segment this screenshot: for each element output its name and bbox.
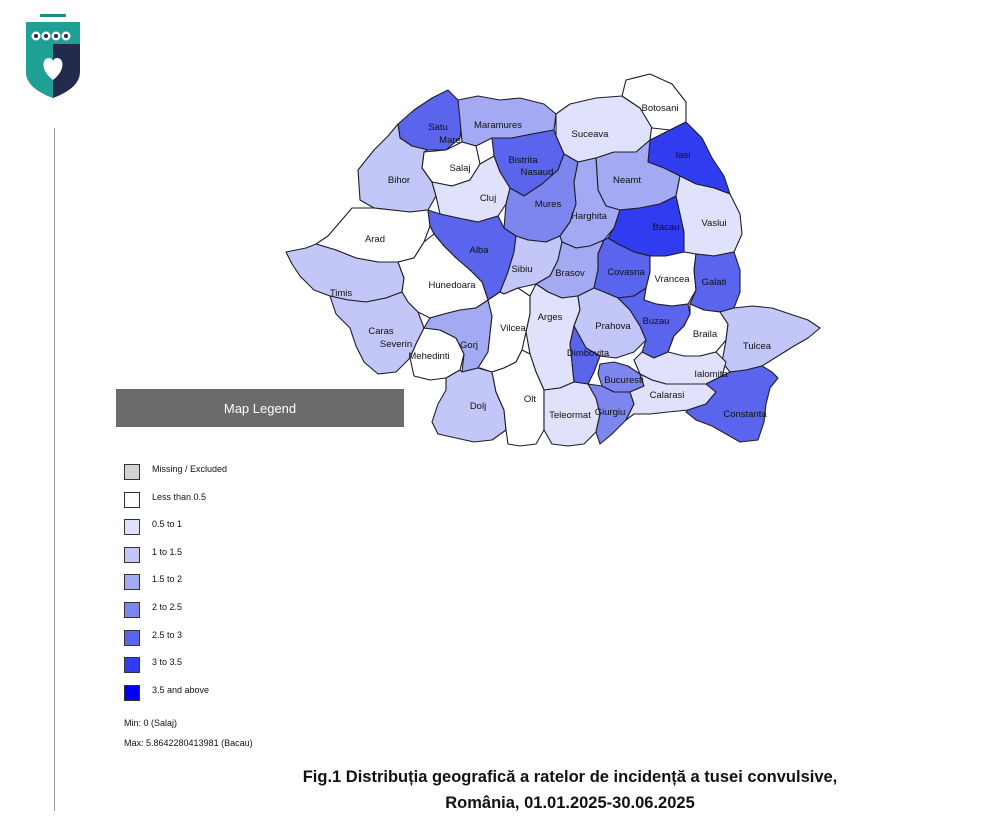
legend-swatch xyxy=(124,602,140,618)
county-label: Iasi xyxy=(675,150,691,161)
legend-swatch xyxy=(124,519,140,535)
county-label: Ialomita xyxy=(694,369,728,380)
county-label: Tulcea xyxy=(742,341,772,352)
legend-min-value: Min: 0 (Salaj) xyxy=(124,718,178,728)
county-label: Galati xyxy=(701,277,727,288)
map-legend-title: Map Legend xyxy=(223,400,297,416)
county-label: Mehedinti xyxy=(408,351,450,362)
county-label: Giurgiu xyxy=(594,407,626,418)
legend-label: 3.5 and above xyxy=(152,684,210,695)
county-label: Braila xyxy=(692,329,718,340)
county-label: Arges xyxy=(537,312,563,323)
county-label: Prahova xyxy=(595,321,631,332)
legend-swatch xyxy=(124,630,140,646)
caption-line-2: România, 01.01.2025-30.06.2025 xyxy=(445,794,695,812)
county-label: Timis xyxy=(329,288,353,299)
county-label: Alba xyxy=(469,245,489,256)
county-label: Mare xyxy=(439,135,461,146)
legend-label: Less than 0.5 xyxy=(152,491,207,502)
county-tulcea xyxy=(720,306,820,372)
county-label: Vrancea xyxy=(654,274,690,285)
county-label: Olt xyxy=(523,394,537,405)
figure-caption xyxy=(240,764,900,816)
legend-label: 1.5 to 2 xyxy=(152,574,183,585)
county-label: Nasaud xyxy=(520,167,554,178)
map-legend-header xyxy=(116,389,404,427)
county-label: Neamt xyxy=(613,175,641,186)
county-vaslui xyxy=(676,176,742,256)
county-label: Sibiu xyxy=(511,264,533,275)
legend-swatch xyxy=(124,657,140,673)
legend-max-value: Max: 5.8642280413981 (Bacau) xyxy=(124,738,253,748)
legend-label: 2 to 2.5 xyxy=(152,601,183,612)
county-label: Bistrita xyxy=(508,155,538,166)
county-label: Bihor xyxy=(387,175,411,186)
county-label: Mures xyxy=(534,199,562,210)
legend-swatch xyxy=(124,492,140,508)
county-label: Vaslui xyxy=(701,218,727,229)
county-label: Severin xyxy=(379,339,413,350)
legend-label: 1 to 1.5 xyxy=(152,546,183,557)
county-label: Harghita xyxy=(571,211,607,222)
county-label: Dimbovita xyxy=(566,348,610,359)
caption-line-1: Fig.1 Distribuția geografică a ratelor de incidență a tusei convulsive, xyxy=(302,768,838,786)
county-label: Brasov xyxy=(555,268,585,279)
county-label: Dolj xyxy=(469,401,487,412)
county-label: Covasna xyxy=(607,267,645,278)
county-label: Arad xyxy=(364,234,386,245)
county-label: Buzau xyxy=(642,316,670,327)
legend-label: 2.5 to 3 xyxy=(152,629,183,640)
county-label: Gorj xyxy=(460,340,478,351)
county-label: Cluj xyxy=(479,193,497,204)
county-label: Salaj xyxy=(449,163,471,174)
legend-swatch xyxy=(124,574,140,590)
county-label: Bacau xyxy=(652,222,680,233)
county-label: Caras xyxy=(368,326,394,337)
county-label: Satu xyxy=(428,122,448,133)
legend-label: Missing / Excluded xyxy=(152,464,228,474)
county-label: Constanta xyxy=(723,409,767,420)
county-label: Bucuresti xyxy=(604,375,644,386)
county-label: Calarasi xyxy=(649,390,685,401)
legend-label: 3 to 3.5 xyxy=(152,657,183,668)
legend-swatch xyxy=(124,464,140,480)
county-label: Vilcea xyxy=(500,323,526,334)
legend-swatch xyxy=(124,685,140,701)
county-label: Suceava xyxy=(571,129,609,140)
county-label: Botosani xyxy=(641,103,679,114)
county-label: Teleormat xyxy=(549,410,591,421)
county-label: Maramures xyxy=(473,120,523,131)
county-label: Hunedoara xyxy=(428,280,476,291)
legend-label: 0.5 to 1 xyxy=(152,519,183,530)
legend-swatch xyxy=(124,547,140,563)
